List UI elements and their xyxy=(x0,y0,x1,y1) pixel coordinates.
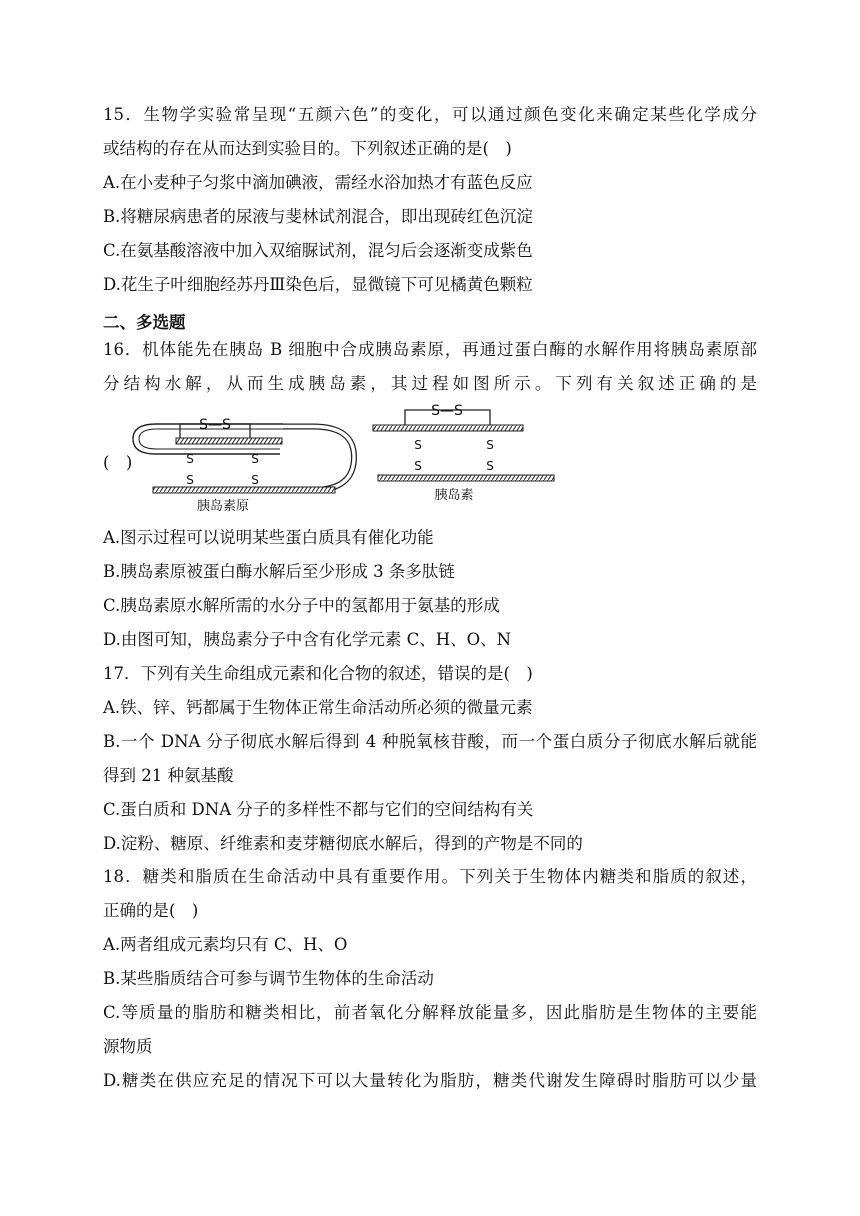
s-atom: S xyxy=(486,438,494,452)
q16-stem-line2: 分结构水解，从而生成胰岛素，其过程如图所示。下列有关叙述正确的是 xyxy=(103,374,757,393)
section-title: 二、多选题 xyxy=(103,313,186,332)
proinsulin-figure xyxy=(133,417,354,514)
q17-option-b-line1: B.一个 DNA 分子彻底水解后得到 4 种脱氧核苷酸，而一个蛋白质分子彻底水解后就能 xyxy=(103,732,757,751)
q16-option-a: A.图示过程可以说明某些蛋白质具有催化功能 xyxy=(103,528,434,547)
s-atom: S xyxy=(251,473,259,487)
q15-option-d: D.花生子叶细胞经苏丹Ⅲ染色后，显微镜下可见橘黄色颗粒 xyxy=(103,275,533,294)
q18-option-d-line1: D.糖类在供应充足的情况下可以大量转化为脂肪，糖类代谢发生障碍时脂肪可以少量 xyxy=(103,1071,757,1090)
q16-option-d: D.由图可知，胰岛素分子中含有化学元素 C、H、O、N xyxy=(103,630,512,649)
q17-option-c: C.蛋白质和 DNA 分子的多样性不都与它们的空间结构有关 xyxy=(103,800,534,819)
insulin-a-chain xyxy=(373,425,523,431)
q18-option-a: A.两者组成元素均只有 C、H、O xyxy=(103,935,348,954)
insulin-figure xyxy=(373,403,554,503)
proinsulin-a-chain xyxy=(176,438,282,444)
q16-option-b: B.胰岛素原被蛋白酶水解后至少形成 3 条多肽链 xyxy=(103,562,455,581)
s-atom: S xyxy=(186,473,194,487)
insulin-link-2 xyxy=(486,438,494,473)
q17-stem-line1: 17．下列有关生命组成元素和化合物的叙述，错误的是( ) xyxy=(103,664,533,683)
proinsulin-b-chain xyxy=(153,487,335,493)
insulin-diagram xyxy=(128,402,560,516)
proinsulin-ss-label: S—S xyxy=(199,417,231,433)
q18-stem-line1: 18．糖类和脂质在生命活动中具有重要作用。下列关于生物体内糖类和脂质的叙述， xyxy=(103,867,757,886)
q16-stem-line1: 16．机体能先在胰岛 B 细胞中合成胰岛素原，再通过蛋白酶的水解作用将胰岛素原部 xyxy=(103,340,757,359)
s-atom: S xyxy=(251,452,259,466)
insulin-b-chain xyxy=(378,475,554,481)
insulin-label: 胰岛素 xyxy=(434,488,474,503)
q18-option-b: B.某些脂质结合可参与调节生物体的生命活动 xyxy=(103,969,434,988)
insulin-link-1 xyxy=(414,438,422,473)
s-atom: S xyxy=(414,438,422,452)
s-atom: S xyxy=(486,459,494,473)
q15-stem-line2: 或结构的存在从而达到实验目的。下列叙述正确的是( ) xyxy=(103,139,512,158)
q17-option-b-line2: 得到 21 种氨基酸 xyxy=(103,766,234,785)
insulin-ss-label: S—S xyxy=(431,403,463,419)
s-atom: S xyxy=(414,459,422,473)
q15-option-b: B.将糖尿病患者的尿液与斐林试剂混合，即出现砖红色沉淀 xyxy=(103,207,533,226)
q16-stem-line3: ( ) xyxy=(103,453,133,472)
q17-option-a: A.铁、锌、钙都属于生物体正常生命活动所必须的微量元素 xyxy=(103,698,533,717)
q17-option-d: D.淀粉、糖原、纤维素和麦芽糖彻底水解后，得到的产物是不同的 xyxy=(103,834,583,853)
s-atom: S xyxy=(186,452,194,466)
q18-option-c-line1: C.等质量的脂肪和糖类相比，前者氧化分解释放能量多，因此脂肪是生物体的主要能 xyxy=(103,1003,757,1022)
q15-stem-line1: 15．生物学实验常呈现“五颜六色”的变化，可以通过颜色变化来确定某些化学成分 xyxy=(103,105,757,124)
proinsulin-label: 胰岛素原 xyxy=(196,499,250,514)
q15-option-a: A.在小麦种子匀浆中滴加碘液，需经水浴加热才有蓝色反应 xyxy=(103,173,533,192)
proinsulin-link-2 xyxy=(251,452,259,487)
q18-option-c-line2: 源物质 xyxy=(103,1037,153,1056)
q18-stem-line2: 正确的是( ) xyxy=(103,901,199,920)
q15-option-c: C.在氨基酸溶液中加入双缩脲试剂，混匀后会逐渐变成紫色 xyxy=(103,241,533,260)
q16-option-c: C.胰岛素原水解所需的水分子中的氢都用于氨基的形成 xyxy=(103,596,500,615)
proinsulin-link-1 xyxy=(186,452,194,487)
